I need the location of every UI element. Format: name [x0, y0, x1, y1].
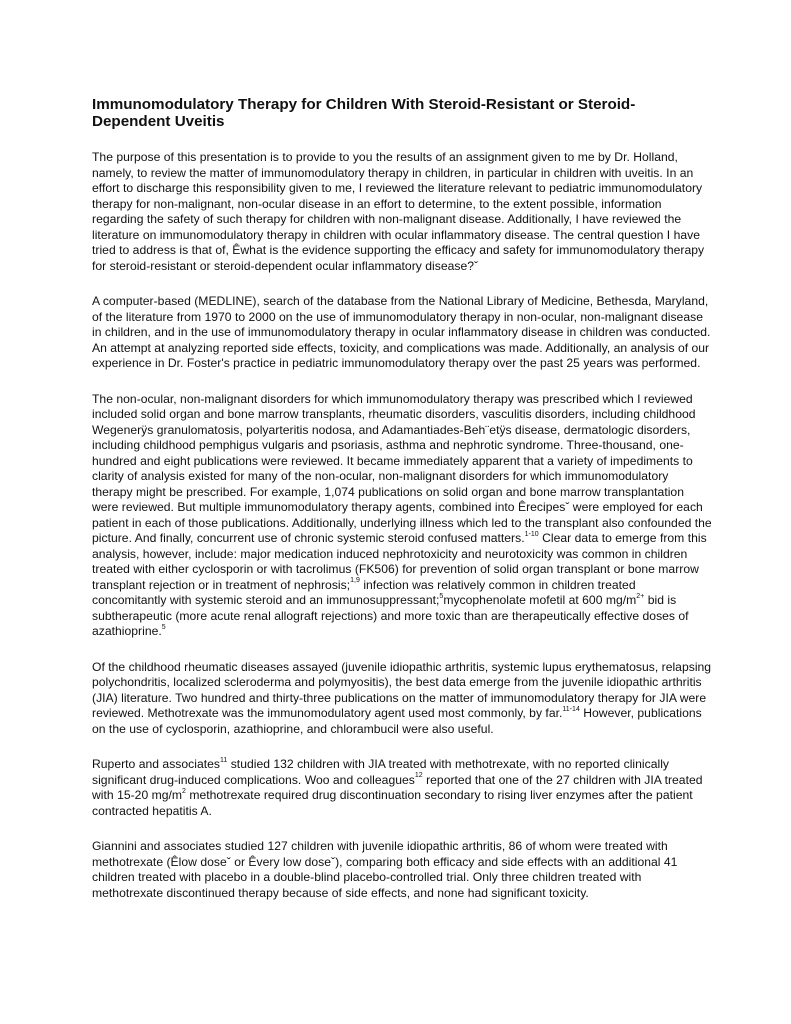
citation-superscript: 1-10 — [524, 530, 539, 538]
title-line-1: Immunomodulatory Therapy for Children With Steroid-Resistant or Steroid- — [92, 96, 636, 113]
text-segment: methotrexate required drug discontinuation secondary to rising liver enzymes after the patient contracted hepatitis A. — [92, 788, 693, 818]
unit-superscript: 2 — [182, 787, 186, 795]
paragraph-non-ocular-disorders — [92, 392, 712, 640]
text-segment: Ruperto and associates — [92, 757, 220, 771]
document-body — [92, 96, 712, 921]
paragraph-ruperto-study — [92, 757, 712, 819]
text-segment: reported that one of the 27 children with JIA treated with 15-20 mg/m — [92, 772, 703, 802]
paragraph-rheumatic-diseases — [92, 660, 712, 738]
text-segment: infection was relatively common in children treated concomitantly with systemic steroid and an immunosuppressant; — [92, 577, 636, 607]
citation-superscript: 5 — [161, 623, 166, 631]
text-segment: mycophenolate mofetil at 600 mg/m — [443, 593, 637, 607]
text-segment: The non-ocular, non-malignant disorders for which immunomodulatory therapy was prescribed which I reviewed included solid organ and bone marrow transplants, rheumatic disorders, vasculitis disorders, including childhood Wegenerÿs granulomatosis, polyarteritis nodosa, and Adamantiades-Beh¨etÿs disease, dermatologic disorders, including childhood pemphigus vulgaris and psoriasis, asthma and nephrotic syndrome. Three-thousand, one-hundred and eight publications were reviewed. It became immediately apparent that a variety of impediments to clarity of analysis existed for many of the non-ocular, non-malignant disorders for which immunomodulatory therapy might be prescribed. For example, 1,074 publications on solid organ and bone marrow transplantation were reviewed. But multiple immunomodulatory therapy agents, combined into Êrecipesˇ were employed for each patient in each of those publications. Additionally, underlying illness which led to the transplant also confounded the picture. And finally, concurrent use of chronic systemic steroid confused matters. — [92, 391, 712, 545]
citation-superscript: 12 — [414, 772, 423, 780]
text-segment: Clear data to emerge from this analysis, however, include: major medication induced nephrotoxicity and neurotoxicity was common in children treated with either cyclosporin or with tacrolimus (FK506) for prevention of solid organ transplant or bone marrow transplant rejection or in treatment of nephrosis; — [92, 531, 707, 592]
unit-superscript: 2+ — [636, 592, 645, 600]
text-segment: However, publications on the use of cyclosporin, azathioprine, and chlorambucil were also useful. — [92, 706, 702, 736]
title-line-2: Dependent Uveitis — [92, 113, 225, 130]
text-segment: studied 132 children with JIA treated with methotrexate, with no reported clinically significant drug-induced complications. Woo and colleagues — [92, 757, 670, 787]
paragraph-purpose: The purpose of this presentation is to provide to you the results of an assignment given to me by Dr. Holland, namely, to review the matter of immunomodulatory therapy in children, in particular in children with uveitis. In an effort to discharge this responsibility given to me, I reviewed the literature relevant to pediatric immunomodulatory therapy for non-malignant, non-ocular disease in an effort to determine, to the extent possible, information regarding the safety of such therapy for children with non-malignant disease. Additionally, I have reviewed the literature on immunomodulatory therapy in children with ocular inflammatory disease. The central question I have tried to address is that of, Êwhat is the evidence supporting the efficacy and safety for immunomodulatory therapy for steroid-resistant or steroid-dependent ocular inflammatory disease?ˇ — [92, 150, 705, 273]
text-segment: bid is subtherapeutic (more acute renal allograft rejections) and more toxic than are therapeutically effective doses of azathioprine. — [92, 593, 689, 638]
paragraph-giannini-study: Giannini and associates studied 127 children with juvenile idiopathic arthritis, 86 of whom were treated with methotrexate (Êlow doseˇ or Êvery low doseˇ), comparing both efficacy and side effects with an additional 41 children treated with placebo in a double-blind placebo-controlled trial. Only three children treated with methotrexate discontinued therapy because of side effects, and none had significant toxicity. — [92, 839, 678, 900]
citation-superscript: 1,9 — [350, 577, 360, 585]
citation-superscript: 5 — [439, 592, 444, 600]
citation-superscript: 11 — [220, 756, 228, 764]
text-segment: Of the childhood rheumatic diseases assayed (juvenile idiopathic arthritis, systemic lupus erythematosus, relapsing polychondritis, localized scleroderma and polymyositis), the best data emerge from the juvenile idiopathic arthritis (JIA) literature. Two hundred and thirty-three publications on the matter of immunomodulatory therapy for JIA were reviewed. Methotrexate was the immunomodulatory agent used most commonly, by far. — [92, 659, 712, 720]
paragraph-search-method: A computer-based (MEDLINE), search of the database from the National Library of Medicine, Bethesda, Maryland, of the literature from 1970 to 2000 on the use of immunomodulatory therapy in non-ocular, non-malignant disease in children, and in the use of immunomodulatory therapy in ocular inflammatory disease in children was conducted. An attempt at analyzing reported side effects, toxicity, and complications was made. Additionally, an analysis of our experience in Dr. Foster's practice in pediatric immunomodulatory therapy over the past 25 years was performed. — [92, 294, 711, 370]
citation-superscript: 11-14 — [562, 705, 580, 713]
document-title — [92, 96, 652, 130]
